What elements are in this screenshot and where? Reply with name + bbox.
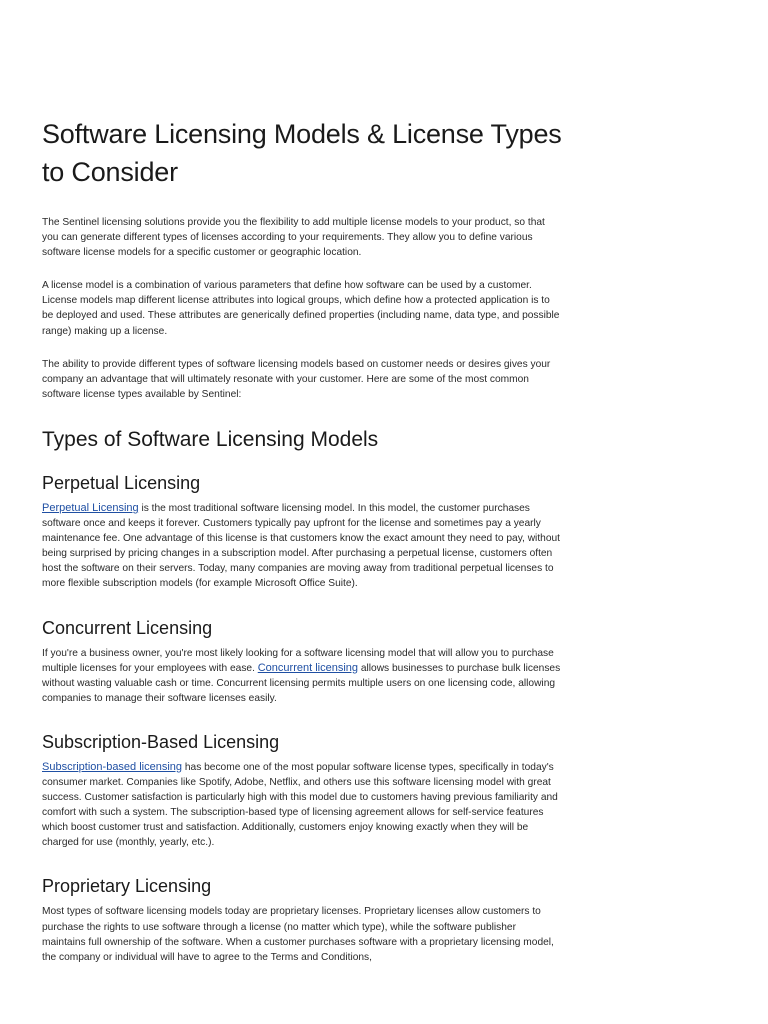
perpetual-text: is the most traditional software licensing model. In this model, the customer purchases software once and keeps it forever. Customers typically pay upfront for the license and sometimes pay a yearly maintenance fee. One advantage of this license is that customers know the exact amount they need to pay, without being surprised by pricing changes in a subscription model. After purchasing a perpetual license, customers often host the software on their servers. Today, many companies are moving away from traditional perpetual licenses to more flexible subscription models (for example Microsoft Office Suite). — [42, 502, 560, 590]
perpetual-heading: Perpetual Licensing — [42, 472, 201, 493]
intro-paragraph-1: The Sentinel licensing solutions provide you the flexibility to add multiple license models to your product, so that you can generate different types of licenses according to your requirements. They allow you to define various software license models for a specific customer or geographic location. — [42, 217, 545, 259]
concurrent-text-before: If you're a business owner, you're most likely looking for a software licensing model that will allow you to purchase multiple licenses for your employees with ease. — [42, 647, 554, 674]
concurrent-text-after: allows businesses to purchase bulk licenses without wasting valuable cash or time. Concurrent licensing permits multiple users on one licensing code, allowing companies to manage their software licenses easily. — [42, 662, 561, 704]
document-page — [42, 115, 562, 965]
intro-paragraph-3: The ability to provide different types of software licensing models based on customer needs or desires gives your company an advantage that will ultimately resonate with your customer. Here are some of the most common software license types available by Sentinel: — [42, 358, 551, 400]
perpetual-licensing-link[interactable]: Perpetual Licensing — [42, 501, 139, 514]
proprietary-paragraph: Most types of software licensing models today are proprietary licenses. Proprietary licenses allow customers to purchase the rights to use software through a license (no matter which type), while the software publisher maintains full ownership of the software. When a customer purchases software with a proprietary licensing model, the company or individual will have to agree to the Terms and Conditions, — [42, 906, 554, 963]
concurrent-section — [42, 616, 562, 706]
intro-paragraph-2: A license model is a combination of various parameters that define how software can be used by a customer. License models map different license attributes into logical groups, which define how a protected application is to be deployed and used. These attributes are generically defined properties (including name, data type, and possible range) making up a license. — [42, 280, 560, 337]
perpetual-paragraph — [42, 501, 562, 592]
concurrent-heading: Concurrent Licensing — [42, 617, 213, 638]
proprietary-section — [42, 874, 562, 964]
types-heading: Types of Software Licensing Models — [42, 427, 379, 451]
page-title: Software Licensing Models & License Types to Consider — [42, 119, 562, 187]
subscription-section — [42, 730, 562, 851]
concurrent-licensing-link[interactable]: Concurrent licensing — [257, 661, 359, 674]
perpetual-section — [42, 471, 562, 592]
subscription-paragraph — [42, 760, 562, 851]
subscription-licensing-link[interactable]: Subscription-based licensing — [42, 760, 183, 773]
proprietary-heading: Proprietary Licensing — [42, 876, 212, 897]
subscription-text: has become one of the most popular software license types, specifically in today's consumer market. Companies like Spotify, Adobe, Netflix, and others use this software licensing model with great success. Customer satisfaction is particularly high with this model due to customers having previous familiarity and comfort with such a system. The subscription-based type of licensing agreement allows for self-service features which boost customer trust and satisfaction. Additionally, customers enjoy knowing exactly when they will be charged for use (monthly, yearly, etc.). — [42, 761, 558, 849]
concurrent-paragraph — [42, 646, 562, 706]
intro-section — [42, 215, 562, 402]
subscription-heading: Subscription-Based Licensing — [42, 731, 280, 752]
